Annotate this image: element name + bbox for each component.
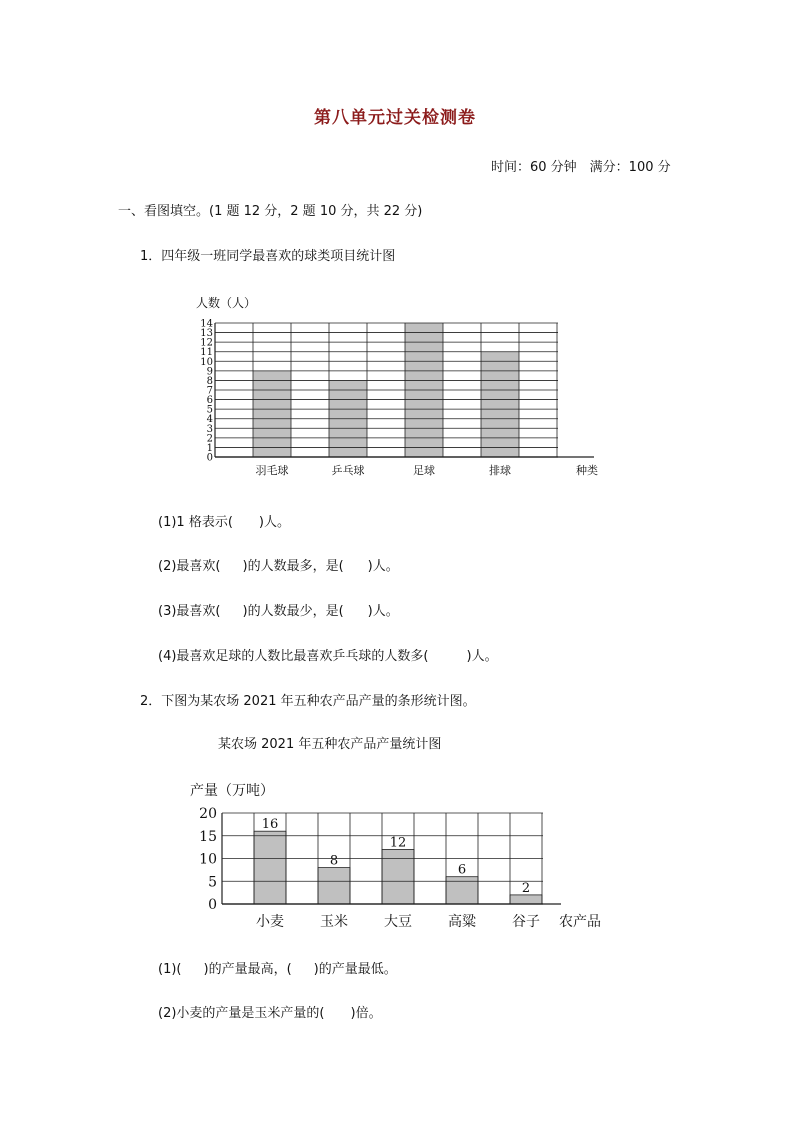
y-tick-label: 12 bbox=[200, 337, 213, 349]
question-text: )的产量最高，( bbox=[203, 962, 292, 977]
question-1-heading: 1．四年级一班同学最喜欢的球类项目统计图 bbox=[140, 249, 396, 264]
bar-value-label: 12 bbox=[389, 835, 407, 851]
y-tick-label: 0 bbox=[206, 452, 213, 464]
x-category-label: 小麦 bbox=[256, 914, 284, 930]
y-tick-label: 1 bbox=[206, 442, 213, 454]
y-axis-title: 产量（万吨） bbox=[190, 783, 274, 799]
y-tick-label: 14 bbox=[200, 318, 213, 330]
question-text: )的人数最少，是( bbox=[242, 604, 344, 619]
y-tick-label: 2 bbox=[206, 433, 213, 445]
y-axis-title: 人数（人） bbox=[196, 296, 257, 310]
x-category-label: 排球 bbox=[489, 464, 511, 477]
question-1-3 bbox=[158, 604, 399, 620]
bar-value-label: 6 bbox=[457, 862, 467, 878]
x-axis-title: 种类 bbox=[576, 464, 598, 477]
y-tick-label: 11 bbox=[200, 347, 213, 359]
exam-meta: 时间：60 分钟 满分：100 分 bbox=[491, 160, 671, 175]
bar bbox=[254, 831, 286, 904]
question-text: )人。 bbox=[367, 604, 399, 619]
y-tick-label: 0 bbox=[208, 897, 217, 913]
bar-chart-farm-output bbox=[186, 776, 606, 936]
bar bbox=[382, 849, 414, 904]
question-text: )倍。 bbox=[350, 1006, 382, 1021]
question-text: )的产量最低。 bbox=[313, 962, 397, 977]
bar-value-label: 8 bbox=[329, 853, 339, 869]
y-tick-label: 9 bbox=[206, 366, 213, 378]
question-text: )的人数最多，是( bbox=[242, 559, 344, 574]
y-tick-label: 3 bbox=[206, 423, 213, 435]
section-heading: 一、看图填空。(1 题 12 分，2 题 10 分，共 22 分) bbox=[118, 204, 423, 219]
question-text: (2)小麦的产量是玉米产量的( bbox=[158, 1006, 325, 1021]
x-category-label: 足球 bbox=[413, 464, 435, 477]
bar-chart-ball-games bbox=[186, 292, 606, 488]
question-text: (2)最喜欢( bbox=[158, 559, 221, 574]
y-tick-label: 8 bbox=[206, 375, 213, 387]
bar-value-label: 2 bbox=[521, 880, 531, 896]
y-tick-label: 6 bbox=[206, 395, 213, 407]
bar bbox=[446, 877, 478, 904]
question-text: )人。 bbox=[258, 515, 290, 530]
question-text: (3)最喜欢( bbox=[158, 604, 221, 619]
question-text: )人。 bbox=[466, 649, 498, 664]
question-text: )人。 bbox=[367, 559, 399, 574]
question-2-1 bbox=[158, 962, 397, 978]
y-tick-label: 13 bbox=[200, 328, 213, 340]
y-tick-label: 10 bbox=[199, 851, 217, 868]
y-tick-label: 15 bbox=[199, 828, 217, 845]
y-tick-label: 10 bbox=[200, 356, 213, 368]
y-tick-label: 4 bbox=[206, 414, 213, 426]
x-category-label: 大豆 bbox=[384, 914, 412, 930]
bar-value-label: 16 bbox=[261, 817, 279, 833]
x-category-label: 羽毛球 bbox=[255, 464, 289, 477]
x-category-label: 谷子 bbox=[512, 914, 540, 930]
question-1-1 bbox=[158, 515, 290, 531]
question-1-4 bbox=[158, 649, 498, 665]
question-1-2 bbox=[158, 559, 399, 575]
question-text: (1)1 格表示( bbox=[158, 515, 233, 530]
question-text: (1)( bbox=[158, 962, 182, 977]
x-category-label: 高粱 bbox=[448, 914, 476, 930]
page-title: 第八单元过关检测卷 bbox=[314, 108, 476, 128]
bar bbox=[253, 371, 291, 457]
x-category-label: 玉米 bbox=[320, 914, 348, 930]
y-tick-label: 5 bbox=[206, 404, 213, 416]
bar bbox=[318, 868, 350, 904]
x-category-label: 乒乓球 bbox=[331, 464, 365, 477]
x-axis-title: 农产品 bbox=[559, 914, 601, 930]
question-2-heading: 2．下图为某农场 2021 年五种农产品产量的条形统计图。 bbox=[140, 694, 476, 709]
question-2-2 bbox=[158, 1006, 382, 1022]
y-tick-label: 5 bbox=[208, 874, 217, 891]
bar bbox=[481, 352, 519, 457]
y-tick-label: 20 bbox=[199, 806, 217, 822]
bar bbox=[510, 895, 542, 904]
question-text: (4)最喜欢足球的人数比最喜欢乒乓球的人数多( bbox=[158, 649, 429, 664]
y-tick-label: 7 bbox=[206, 385, 213, 397]
chart-2-title: 某农场 2021 年五种农产品产量统计图 bbox=[218, 737, 442, 752]
